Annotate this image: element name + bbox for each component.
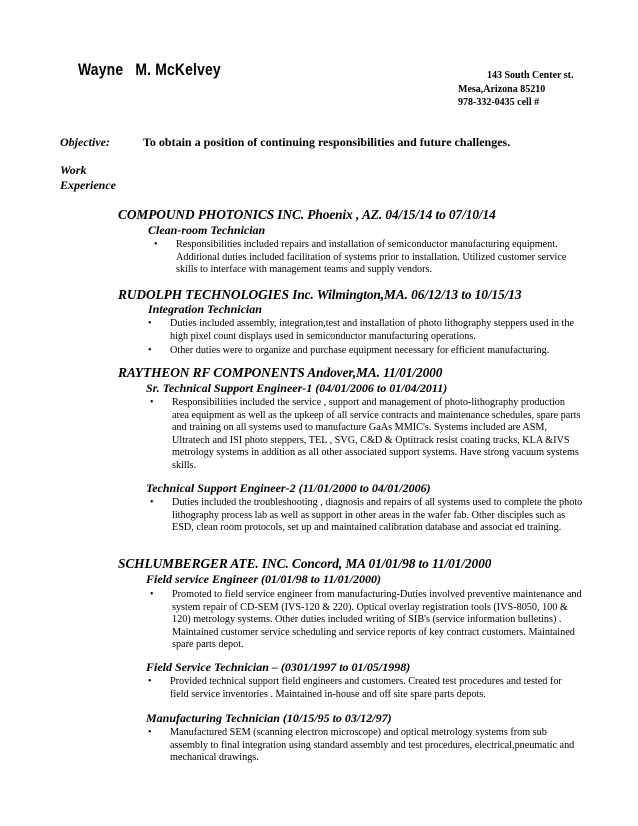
- bullet-list: [154, 239, 586, 279]
- bullet-glyph: •: [148, 676, 152, 687]
- list-item: [148, 345, 580, 358]
- bullet-list: [150, 497, 584, 537]
- bullet-glyph: •: [150, 497, 154, 508]
- bullet-text: Other duties were to organize and purchase equipment necessary for efficient manufacturing.: [170, 345, 550, 357]
- job-role-technical-support-engineer-2: Technical Support Engineer-2 (11/01/2000 to 04/01/2006): [146, 481, 431, 495]
- bullet-glyph: •: [148, 727, 152, 738]
- list-item: [148, 727, 582, 765]
- bullet-list: [148, 676, 582, 703]
- work-label-line1: Work: [60, 163, 87, 177]
- bullet-glyph: •: [154, 239, 158, 250]
- list-item: [148, 318, 580, 343]
- resume-name: Wayne M. McKelvey: [78, 60, 221, 79]
- bullet-list: [148, 727, 582, 767]
- list-item: [150, 397, 584, 473]
- list-item: [148, 676, 582, 701]
- bullet-list: [150, 589, 584, 654]
- job-role-field-service-technician: Field Service Technician – (0301/1997 to 01/05/1998): [146, 660, 411, 674]
- bullet-glyph: •: [150, 589, 154, 600]
- bullet-text: Responsibilities included repairs and installation of semiconductor manufacturing equipment. Additional duties included facilitation of systems prior to installation. Utilized customer service skills to interface with management teams and supply vendors.: [176, 239, 567, 276]
- bullet-glyph: •: [150, 397, 154, 408]
- job-role-clean-room-technician: Clean-room Technician: [148, 223, 266, 237]
- job-role-field-service-engineer: Field service Engineer (01/01/98 to 11/01/2000): [146, 572, 381, 586]
- phone-number: 978-332-0435 cell #: [458, 97, 540, 108]
- job-company-raytheon: RAYTHEON RF COMPONENTS Andover,MA. 11/01/2000: [118, 365, 443, 380]
- bullet-text: Promoted to field service engineer from manufacturing-Duties involved preventive maintenance and system repair of CD-SEM (IVS-120 & 220). Optical overlay registration tools (IVS-8050, 100 & 120) metrology systems. Other duties included writing of SIB's (service information bulletins) . Maintained customer service scheduling and service reports of key contract customers. Maintained spare parts depot.: [172, 589, 582, 651]
- job-company-compound-photonics: COMPOUND PHOTONICS INC. Phoenix , AZ. 04/15/14 to 07/10/14: [118, 207, 496, 222]
- bullet-glyph: •: [148, 318, 152, 329]
- job-role-manufacturing-technician: Manufacturing Technician (10/15/95 to 03/12/97): [146, 711, 392, 725]
- bullet-text: Responsibilities included the service , support and management of photo-lithography production area equipment as well as the upkeep of all service contracts and maintenance schedules, spare parts and training on all systems used to manufacture GaAs MMIC's. Systems included are ASM, Ultratech and ISI photo steppers, TEL , SVG, C&D & Optitrack resist coating tracks, KLA &IVS metrology systems in addition as all other associated support systems. Have strong vacuum systems skills.: [172, 397, 581, 471]
- objective-text: To obtain a position of continuing responsibilities and future challenges.: [143, 135, 511, 149]
- list-item: [150, 497, 584, 535]
- address-line-1: 143 South Center st.: [487, 70, 574, 81]
- job-role-integration-technician: Integration Technician: [148, 302, 262, 316]
- list-item: [154, 239, 586, 277]
- bullet-text: Duties included assembly, integration,test and installation of photo lithography steppers used in the high pixel count displays used in semiconductor manufacturing operations.: [170, 318, 574, 342]
- bullet-list: [148, 318, 580, 360]
- bullet-text: Duties included the troubleshooting , diagnosis and repairs of all systems used to complete the photo lithography process lab as well as support in other areas in the wafer fab. Other disciples such as ESD, clean room protocols, set up and maintained calibration database and associat ed training.: [172, 497, 583, 534]
- address-line-2: Mesa,Arizona 85210: [458, 84, 546, 95]
- bullet-text: Manufactured SEM (scanning electron microscope) and optical metrology systems from sub assembly to final integration using standard assembly and test procedures, electrical,pneumatic and mechanical drawings.: [170, 727, 575, 764]
- job-company-rudolph-technologies: RUDOLPH TECHNOLOGIES Inc. Wilmington,MA. 06/12/13 to 10/15/13: [118, 287, 522, 302]
- bullet-text: Provided technical support field engineers and customers. Created test procedures and tested for field service inventories . Maintained in-house and off site spare parts depots.: [170, 676, 562, 700]
- job-company-schlumberger: SCHLUMBERGER ATE. INC. Concord, MA 01/01/98 to 11/01/2000: [118, 556, 492, 571]
- work-label-line2: Experience: [60, 178, 116, 192]
- bullet-list: [150, 397, 584, 475]
- list-item: [150, 589, 584, 652]
- bullet-glyph: •: [148, 345, 152, 357]
- objective-label: Objective:: [60, 135, 110, 149]
- job-role-sr-technical-support-engineer: Sr. Technical Support Engineer-1 (04/01/2006 to 01/04/2011): [146, 381, 448, 395]
